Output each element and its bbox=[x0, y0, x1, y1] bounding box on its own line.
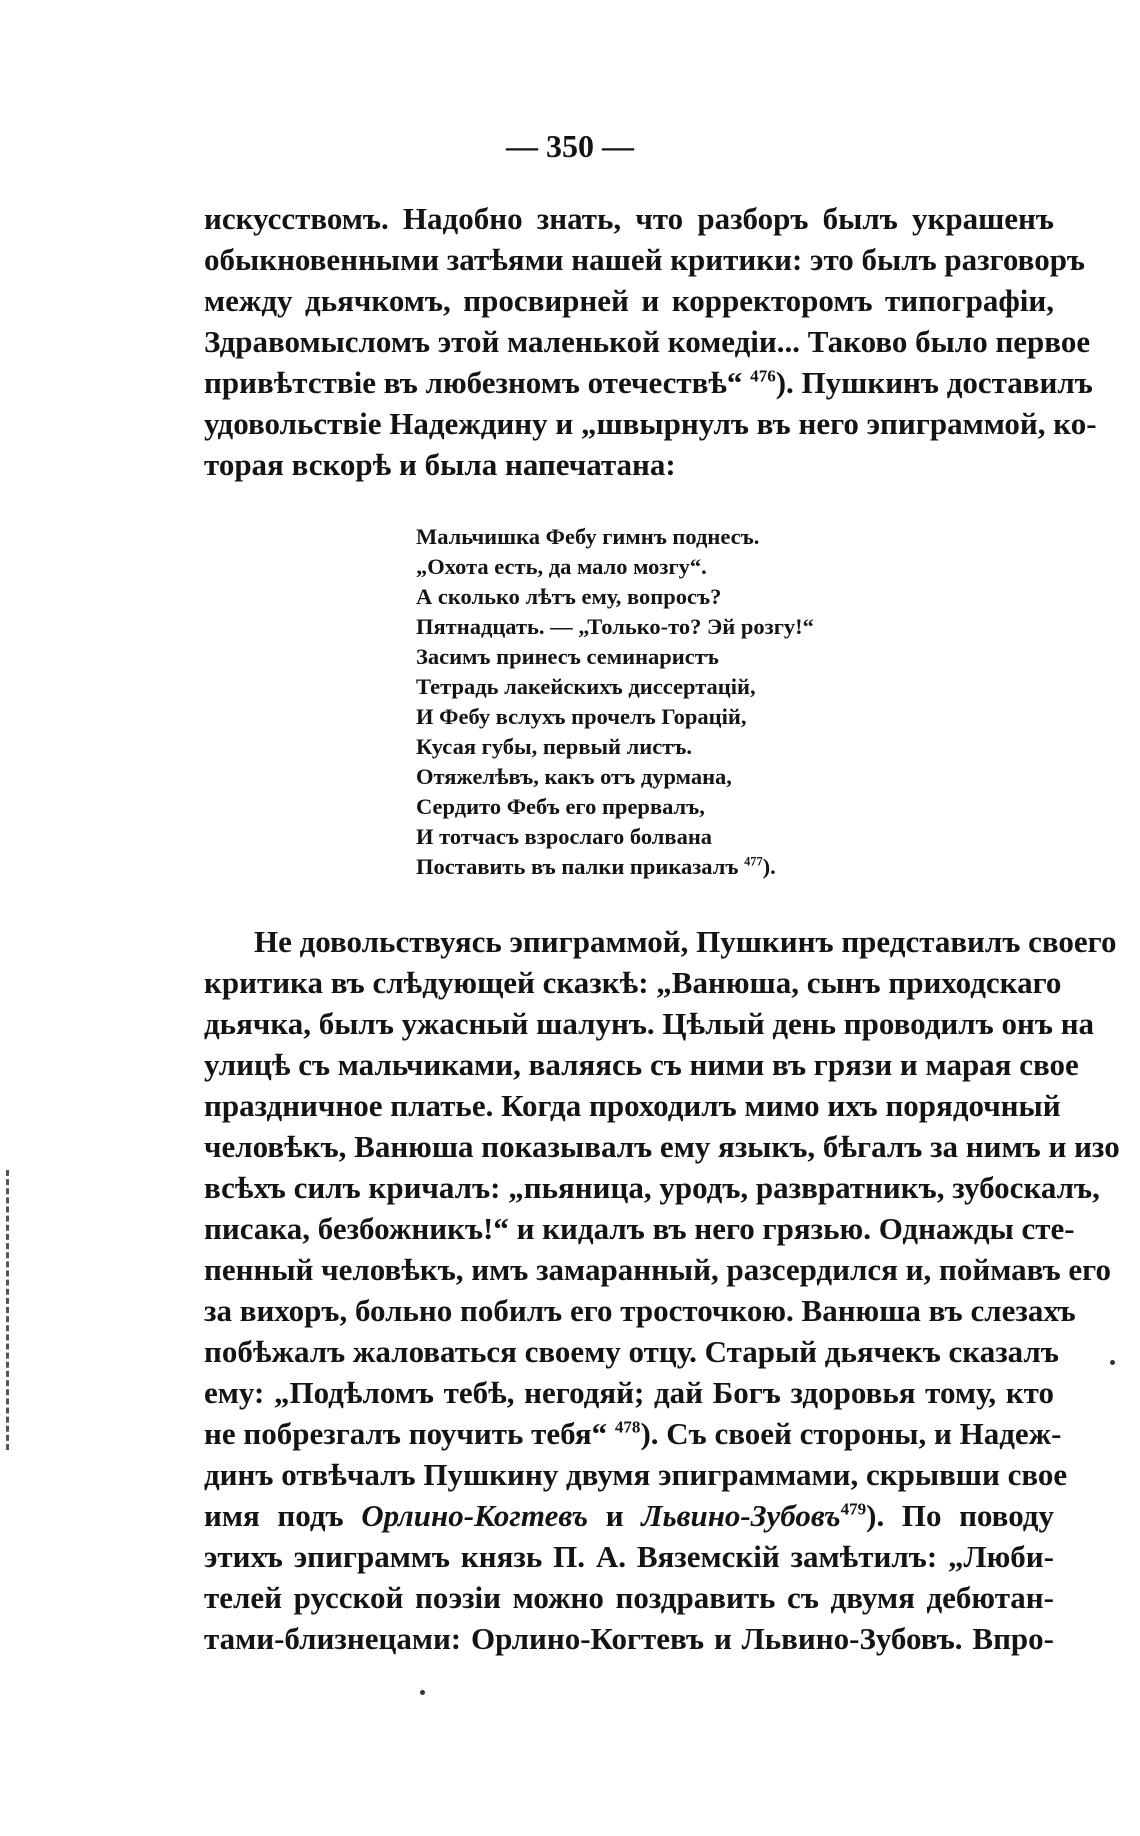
text-segment: ). bbox=[762, 854, 776, 879]
text-line: обыкновенными затѣями нашей критики: это былъ разговоръ bbox=[204, 242, 1086, 277]
text-line: человѣкъ, Ванюша показывалъ ему языкъ, бѣгалъ за нимъ и изо bbox=[204, 1129, 1120, 1164]
text-segment: и bbox=[588, 1498, 642, 1533]
poem-line: Тетрадь лакейскихъ диссертацій, bbox=[416, 674, 756, 699]
footnote-ref: 476 bbox=[750, 366, 776, 386]
poem-line: „Охота есть, да мало мозгу“. bbox=[416, 554, 707, 579]
text-line: искусствомъ. Надобно знать, что разборъ былъ украшенъ bbox=[204, 201, 1054, 236]
text-line: телей русской поэзіи можно поздравить съ двумя дебютан- bbox=[204, 1580, 1054, 1615]
text-segment: Поставить въ палки приказалъ bbox=[416, 854, 745, 879]
text-line bbox=[204, 362, 1093, 403]
text-line: улицѣ съ мальчиками, валяясь съ ними въ грязи и марая свое bbox=[204, 1047, 1079, 1082]
text-segment: ). Пушкинъ доставилъ bbox=[775, 365, 1093, 400]
text-line: всѣхъ силъ кричалъ: „пьяница, уродъ, развратникъ, зубоскалъ, bbox=[204, 1170, 1100, 1205]
poem-line bbox=[416, 852, 814, 882]
pseudonym-1: Орлино-Когтевъ bbox=[361, 1498, 589, 1533]
footnote-ref: 479 bbox=[840, 1499, 867, 1519]
scan-edge-mark bbox=[6, 1170, 12, 1450]
scan-speck bbox=[1110, 1360, 1115, 1365]
text-segment: ). Съ своей стороны, и Надеж- bbox=[640, 1416, 1062, 1451]
pseudonym-2: Львино-Зубовъ bbox=[641, 1498, 841, 1533]
poem-line: А сколько лѣтъ ему, вопросъ? bbox=[416, 584, 722, 609]
poem-line: Пятнадцать. — „Только-то? Эй розгу!“ bbox=[416, 614, 814, 639]
text-line: ему: „Подѣломъ тебѣ, негодяй; дай Богъ здоровья тому, кто bbox=[204, 1375, 1054, 1410]
text-line: за вихоръ, больно побилъ его тросточкою. Ванюша въ слезахъ bbox=[204, 1293, 1076, 1328]
poem-line: Засимъ принесъ семинаристъ bbox=[416, 644, 719, 669]
text-line: этихъ эпиграммъ князь П. А. Вяземскій замѣтилъ: „Люби- bbox=[204, 1539, 1054, 1574]
epigram-poem bbox=[416, 522, 814, 882]
text-line: динъ отвѣчалъ Пушкину двумя эпиграммами, скрывши свое bbox=[204, 1457, 1068, 1492]
text-line: между дьячкомъ, просвирней и корректоромъ типографіи, bbox=[204, 283, 1054, 318]
text-segment: привѣтствіе въ любезномъ отечествѣ“ bbox=[204, 365, 751, 400]
text-line: Здравомысломъ этой маленькой комедіи... Таково было первое bbox=[204, 324, 1091, 359]
text-line bbox=[204, 1495, 1054, 1536]
footnote-ref: 478 bbox=[614, 1417, 641, 1437]
text-line: Не довольствуясь эпиграммой, Пушкинъ представилъ своего bbox=[254, 924, 1117, 959]
page-number: — 350 — bbox=[506, 128, 634, 164]
text-line: торая вскорѣ и была напечатана: bbox=[204, 447, 676, 482]
text-line: тами-близнецами: Орлино-Когтевъ и Львино-Зубовъ. Впро- bbox=[204, 1621, 1054, 1656]
text-segment: имя подъ bbox=[204, 1498, 362, 1533]
text-segment: не побрезгалъ поучить тебя“ bbox=[204, 1416, 615, 1451]
paragraph-2 bbox=[204, 921, 1120, 1659]
footnote-ref: 477 bbox=[744, 854, 763, 869]
poem-line: Сердито Фебъ его прервалъ, bbox=[416, 794, 705, 819]
text-line: дьячка, былъ ужасный шалунъ. Цѣлый день проводилъ онъ на bbox=[204, 1006, 1095, 1041]
poem-line: И тотчасъ взрослаго болвана bbox=[416, 824, 713, 849]
text-line: удовольствіе Надеждину и „швырнулъ въ него эпиграммой, ко- bbox=[204, 406, 1097, 441]
text-line bbox=[204, 1413, 1062, 1454]
scan-speck bbox=[420, 1690, 425, 1695]
paragraph-1 bbox=[204, 198, 1097, 485]
poem-line: Отяжелѣвъ, какъ отъ дурмана, bbox=[416, 764, 732, 789]
text-line: праздничное платье. Когда проходилъ мимо ихъ порядочный bbox=[204, 1088, 1061, 1123]
poem-line: Мальчишка Фебу гимнъ поднесъ. bbox=[416, 524, 760, 549]
text-line: критика въ слѣдующей сказкѣ: „Ванюша, сынъ приходскаго bbox=[204, 965, 1062, 1000]
poem-line: Кусая губы, первый листъ. bbox=[416, 734, 692, 759]
text-segment: ). По поводу bbox=[866, 1498, 1054, 1533]
text-line: писака, безбожникъ!“ и кидалъ въ него грязью. Однажды сте- bbox=[204, 1211, 1075, 1246]
poem-line: И Фебу вслухъ прочелъ Горацій, bbox=[416, 704, 747, 729]
text-line: пенный человѣкъ, имъ замаранный, разсердился и, поймавъ его bbox=[204, 1252, 1111, 1287]
text-line: побѣжалъ жаловаться своему отцу. Старый дьячекъ сказалъ bbox=[204, 1334, 1059, 1369]
